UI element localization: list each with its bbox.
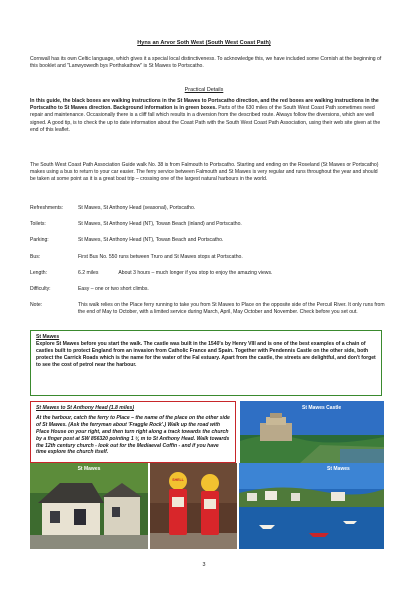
guide-colour-key: In this guide, the black boxes are walking instructions in the St Mawes to Portscatho direction, and the red boxes are walking instructions in the Portscatho to St Mawes direction. Background information is in green boxes. [30,98,379,112]
castle-photo [240,401,384,463]
info-label: Bus: [30,253,41,260]
info-table [30,205,385,326]
guide-diversion-text: Parts of the 630 miles of the South West Coast Path sometimes need repair and maintenance. Occasionally there is a cliff fall which results in a diversion from the described route. Always follow the diversions, which are well signed. A good tip, is to check the up to date information about the Coast Path with the South West Coast Path Association, using their web site given at the end of this leaflet. [30,105,381,133]
petrol-pumps-image [150,463,237,549]
length-value: 6.2 miles [78,269,99,276]
instructions-box-title: St Mawes to St Anthony Head (1.8 miles) [36,405,135,411]
info-value: Easy – one or two short climbs. [78,286,149,293]
info-value: First Bus No. 550 runs between Truro and St Mawes stops at Portscatho. [78,253,243,260]
info-row-note [30,302,385,316]
info-label: Note: [30,302,43,309]
harbour-photo [239,463,384,549]
association-paragraph: The South West Coast Path Association Guide walk No. 38 is from Falmouth to Portscatho. Starting and ending on the Roseland (St Mawes or Portscatho) makes using a bus to return to your car easier. The ferry service between Falmouth and St Mawes is very regular and runs throughout the year and should be taken at some point as it is a great boat trip – crossing one of the largest natural harbours in the world. [30,162,379,183]
info-row-length [30,270,385,277]
intro-paragraph: Cornwall has its own Celtic language, which gives it a special local distinctiveness. To acknowledge this, we have included some Cornish at the beginning of this booklet and "Lanwyowedh bys Porthskathow" is St Mawes to Portscatho. [30,56,382,70]
info-label: Toilets: [30,221,46,228]
guide-paragraph [30,98,382,134]
walking-instructions-box [30,401,236,463]
info-value: St Mawes, St Anthony Head (seasonal), Portscatho. [78,205,196,211]
harbour-photo-image [239,463,384,549]
village-photo [30,463,148,549]
instructions-box-text: At the harbour, catch the ferry to Place – the name of the place on the other side of St Mawes. (Ask the ferryman about 'Fraggle Rock'.) Walk up the road with Place House on your right, and then turn right along a track towards the church by a finger post at SW 856320 pointing 1 ¾ m to St Anthony Head. Walk towards the 12th century church - look out for the Mediaeval Coffin - and if you have time explore the church itself. [36,414,230,456]
length-note: About 3 hours – much longer if you stop to enjoy the amazing views. [118,269,273,276]
village-photo-caption: St Mawes [77,466,101,472]
page-title: Hyns an Arvor Soth West (South West Coast Path) [137,40,271,46]
castle-photo-caption: St Mawes Castle [302,405,342,411]
info-row-parking [30,237,385,244]
pump-sign-text: SHELL [172,478,184,482]
info-label: Difficulty: [30,286,51,293]
petrol-pumps-photo [150,463,237,549]
info-row-bus [30,254,385,261]
village-photo-image [30,463,148,549]
info-row-toilets [30,221,385,228]
info-value: St Mawes, St Anthony Head (NT), Towan Beach (inland) and Portscatho. [78,221,242,228]
background-info-box [30,330,382,396]
info-value: This walk relies on the Place ferry running to take you from St Mawes to Place on the opposite side of the Percuil River. It only runs from the end of May to October, with a limited service during March, April, May October and November. Check before you set out. [78,302,385,316]
harbour-photo-caption: St Mawes [327,466,350,472]
info-row-difficulty [30,286,385,293]
info-value [78,270,385,277]
info-label: Length: [30,269,47,276]
info-label: Parking: [30,237,49,244]
info-label: Refreshments: [30,205,64,211]
background-box-text: Explore St Mawes before you start the walk. The castle was built in the 1540's by Henry VIII and is one of the best examples of a chain of castles built to protect England from an invasion from Catholic France and Spain. Together with Pendennis Castle on the other side, both protect the Carrick Roads which is the name for the water of the Fal estuary. Apart from the castle, the streets are delightful, and don't forget to see the cost of petrol near the harbour. [36,341,376,368]
background-box-title: St Mawes [36,334,60,340]
info-value: St Mawes, St Anthony Head (NT), Towan Beach and Portscatho. [78,237,224,244]
page-number: 3 [202,562,206,568]
practical-details-heading: Practical Details [184,87,224,93]
info-row-refreshments [30,205,385,212]
